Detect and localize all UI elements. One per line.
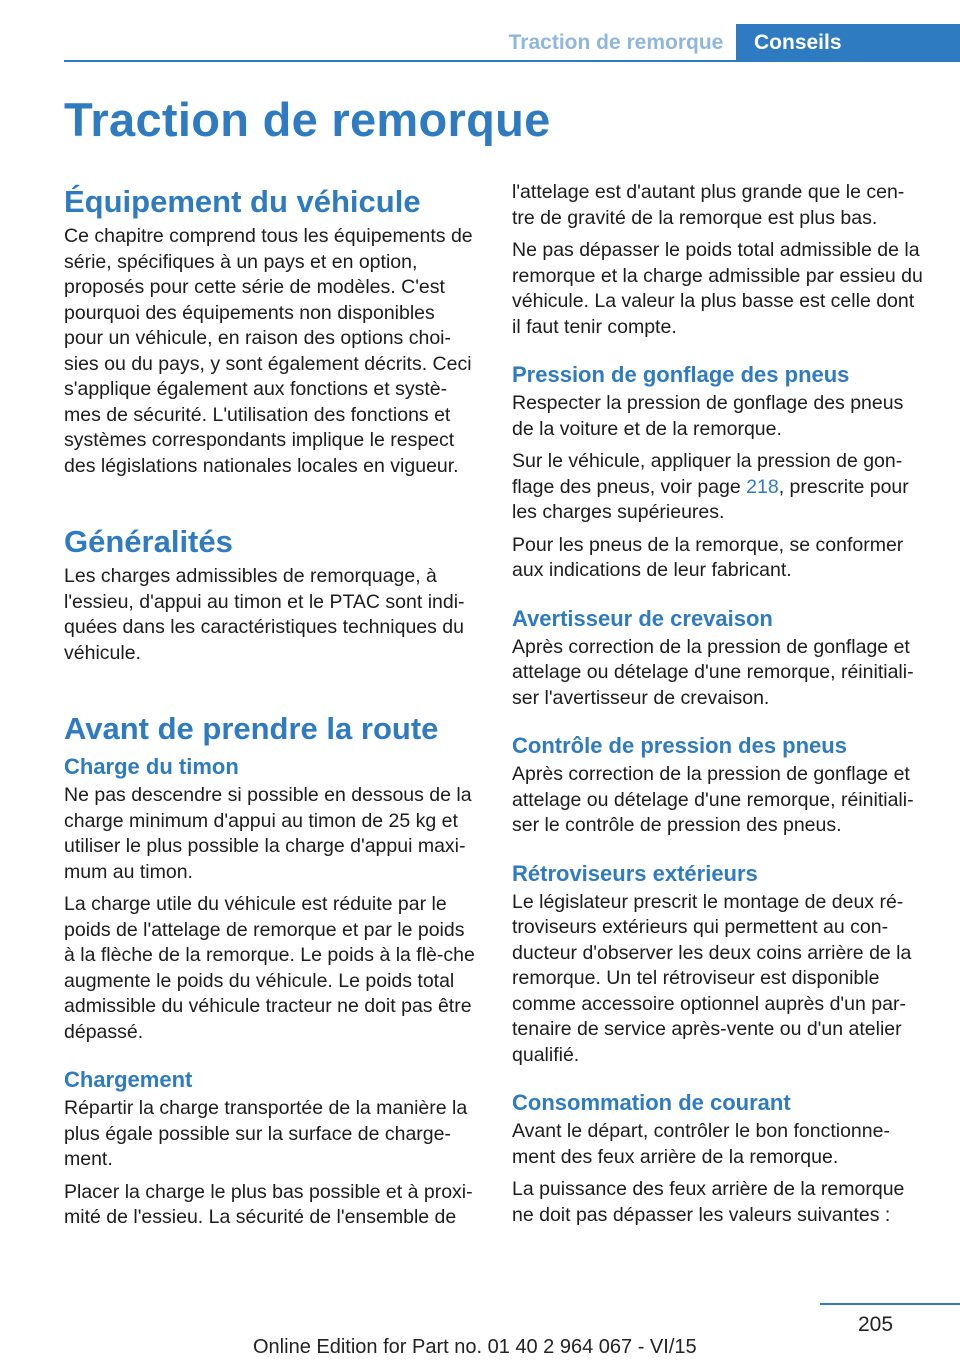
subheading-crevaison: Avertisseur de crevaison — [512, 605, 773, 631]
paragraph-with-link — [512, 449, 926, 526]
header-active-tab[interactable]: Conseils — [736, 24, 960, 62]
paragraph: Respecter la pression de gonflage des pneus de la voiture et de la remorque. — [512, 392, 904, 440]
subheading-charge-timon: Charge du timon — [64, 754, 239, 779]
page-number: 205 — [858, 1313, 894, 1336]
subheading-controle: Contrôle de pression des pneus — [512, 733, 847, 758]
footer-rule — [820, 1303, 960, 1305]
paragraph: Pour les pneus de la remorque, se conformer aux indications de leur fabricant. — [512, 533, 904, 581]
subheading-pression: Pression de gonflage des pneus — [512, 362, 850, 387]
heading-generalites: Généralités — [64, 524, 233, 559]
text: Sur le véhicule, appliquer la pression de gon-flage des pneus, voir page — [512, 450, 903, 498]
heading-avant-route: Avant de prendre la route — [64, 711, 439, 746]
header-rule — [64, 60, 960, 62]
paragraph: La charge utile du véhicule est réduite par le poids de l'attelage de remorque et par le poids à la flèche de la remorque. Le poids à la flè-che augmente le poids du véhicule. Le poids total admissible du véhicule tracteur ne doit pas être dépassé. — [64, 893, 475, 1043]
right-column — [512, 180, 926, 1235]
paragraph: Après correction de la pression de gonflage et attelage ou dételage d'une remorque, réinitiali-ser le contrôle de pression des pneus. — [512, 763, 914, 836]
paragraph: Après correction de la pression de gonflage et attelage ou dételage d'une remorque, réinitiali-ser l'avertisseur de crevaison. — [512, 635, 914, 709]
footer-edition: Online Edition for Part no. 01 40 2 964 067 - VI/15 — [253, 1336, 697, 1358]
page-title: Traction de remorque — [64, 93, 551, 146]
paragraph: La puissance des feux arrière de la remorque ne doit pas dépasser les valeurs suivantes : — [512, 1178, 905, 1226]
header-section-tab[interactable]: Traction de remorque — [508, 31, 724, 54]
heading-equipement: Équipement du véhicule — [64, 184, 421, 219]
subheading-retroviseurs: Rétroviseurs extérieurs — [512, 860, 758, 886]
paragraph: l'attelage est d'autant plus grande que le cen-tre de gravité de la remorque est plus bas. — [512, 181, 905, 229]
paragraph: Ce chapitre comprend tous les équipements de série, spécifiques à un pays et en option, proposés pour cette série de modèles. C'est pourquoi des équipements non disponibles pour un véhicule, en raison des options choi-sies ou du pays, y sont également décrits. Ceci s'applique également aux fonctions et systè-mes de sécurité. L'utilisation des fonctions et systèmes correspondants implique le respect des législations nationales locales en vigueur. — [64, 225, 473, 477]
subheading-consommation: Consommation de courant — [512, 1090, 791, 1115]
page-link[interactable]: 218 — [746, 475, 779, 498]
left-column — [64, 180, 478, 1238]
paragraph: Avant le départ, contrôler le bon fonctionne-ment des feux arrière de la remorque. — [512, 1120, 890, 1168]
subheading-chargement: Chargement — [64, 1067, 193, 1092]
paragraph: Placer la charge le plus bas possible et à proxi-mité de l'essieu. La sécurité de l'ensemble de — [64, 1180, 473, 1228]
text: , prescrite pour les charges supérieures. — [512, 475, 909, 523]
paragraph: Les charges admissibles de remorquage, à l'essieu, d'appui au timon et le PTAC sont indi-quées dans les caractéristiques techniques du véhicule. — [64, 565, 465, 664]
paragraph: Répartir la charge transportée de la manière la plus égale possible sur la surface de charge-ment. — [64, 1097, 468, 1170]
paragraph: Le législateur prescrit le montage de deux ré-troviseurs extérieurs qui permettent au con-ducteur d'observer les deux coins arrière de la remorque. Un tel rétroviseur est disponible comme accessoire optionnel auprès d'un par-tenaire de service après-vente ou d'un atelier qualifié. — [512, 890, 912, 1066]
paragraph: Ne pas descendre si possible en dessous de la charge minimum d'appui au timon de 25 kg et utiliser le plus possible la charge d'appui maxi-mum au timon. — [64, 784, 472, 883]
paragraph: Ne pas dépasser le poids total admissible de la remorque et la charge admissible par essieu du véhicule. La valeur la plus basse est celle dont il faut tenir compte. — [512, 239, 923, 338]
